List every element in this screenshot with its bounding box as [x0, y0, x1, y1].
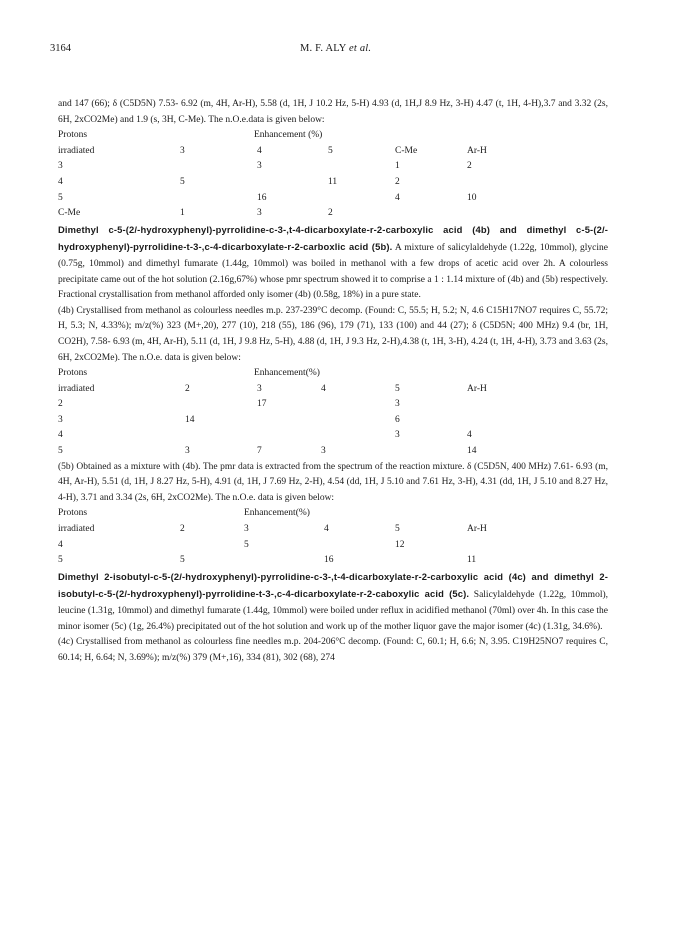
- protons-label: Protons: [58, 368, 88, 379]
- prep-text-4b-5b: A mixture of salicylaldehyde (1.22g, 10mmol), glycine (0.75g, 10mmol) and dimethyl fumarate (1.44g, 10mmol) was boiled in methanol with a few drops of acetic acid over 2h. A colourless precipitate came out of the hot solution (2.16g,67%) whose pmr spectrum showed it to comprise a 1 : 1.14 mixture of (4b) and (5b) respectively. Fractional crystallisation from methanol afforded only isomer (4b) (0.58g, 18%) in a pure state.: [58, 243, 609, 301]
- noe-cell: 3: [395, 430, 400, 441]
- protons-label: Protons: [58, 508, 88, 519]
- paragraph-4b: (4b) Crystallised from methanol as colourless needles m.p. 237-239°C decomp. (Found: C, 55.5; H, 5.2; N, 4.6 C15H17NO7 requires C, 55.72; H, 5.3; N, 4.33%); m/z(%) 323 (M+,20), 277 (10), 218 (55), 186 (96), 179 (71), 133 (100) and 44 (27); δ (C5D5N; 400 MHz) 9.4 (br, 1H, CO2H), 7.58- 6.93 (m, 4H, Ar-H), 5.11 (d, 1H, J 9.8 Hz, 5-H), 4.88 (d, 1H, J 9.3 Hz, 2-H),4.38 (t, 1H, 3-H), 4.24 (t, 1H, 4-H), 3.73 and 3.63 (2s, 6H, 2xCO2Me). The n.O.e. data is given below:: [58, 305, 608, 363]
- noe-row: [58, 382, 608, 398]
- noe-table-2-header: [58, 366, 608, 382]
- paragraph-continuation: and 147 (66); δ (C5D5N) 7.53- 6.92 (m, 4H, Ar-H), 5.58 (d, 1H, J 10.2 Hz, 5-H) 4.93 (d, 1H,J 8.9 Hz, 3-H) 4.47 (t, 1H, 4-H),3.7 and 3.32 (2s, 6H, 2xCO2Me) and 1.9 (s, 3H, C-Me). The n.O.e.data is given below:: [58, 99, 608, 125]
- noe-cell: Ar-H: [467, 383, 487, 394]
- noe-cell: 2: [185, 383, 190, 394]
- noe-cell: 3: [257, 208, 262, 219]
- noe-row-label: 4: [58, 539, 63, 550]
- noe-cell: 5: [395, 524, 400, 535]
- noe-cell: 3: [244, 524, 249, 535]
- noe-row: [58, 191, 608, 207]
- running-head-suffix: et al.: [349, 43, 372, 54]
- noe-cell: 4: [467, 430, 472, 441]
- noe-row-label: 3: [58, 161, 63, 172]
- noe-table-1-header: [58, 128, 608, 144]
- noe-cell: Ar-H: [467, 524, 487, 535]
- noe-table-2: [58, 366, 608, 460]
- noe-row-label: 5: [58, 192, 63, 203]
- noe-cell: 14: [467, 446, 477, 457]
- compound-title-4b-5b: [58, 222, 608, 304]
- running-head: [300, 43, 371, 54]
- noe-row: [58, 444, 608, 460]
- noe-cell: 2: [328, 208, 333, 219]
- noe-row-label: irradiated: [58, 145, 95, 156]
- noe-cell: 1: [180, 208, 185, 219]
- noe-cell: 3: [185, 446, 190, 457]
- noe-cell: 2: [180, 524, 185, 535]
- noe-cell: 7: [257, 446, 262, 457]
- noe-cell: 5: [180, 555, 185, 566]
- enhancement-label: Enhancement(%): [244, 508, 310, 519]
- noe-row: [58, 538, 608, 554]
- noe-table-3-header: [58, 506, 608, 522]
- noe-cell: 5: [244, 539, 249, 550]
- noe-cell: 16: [257, 192, 267, 203]
- noe-cell: C-Me: [395, 145, 418, 156]
- noe-cell: 3: [257, 161, 262, 172]
- noe-cell: 3: [395, 399, 400, 410]
- noe-row-label: 4: [58, 176, 63, 187]
- noe-row-label: 4: [58, 430, 63, 441]
- noe-table-3: [58, 506, 608, 568]
- noe-row: [58, 413, 608, 429]
- noe-cell: 2: [395, 176, 400, 187]
- enhancement-label: Enhancement (%): [254, 130, 323, 141]
- compound-name: Dimethyl 2-isobutyl-c-5-(2/-hydroxyphenyl)-pyrrolidine-c-3-,t-4-dicarboxylate-r-2-carboxylic acid (4c) and dimethyl 2-isobutyl-c-5-(2/-hydroxyphenyl)-pyrrolidine-t-3-,c-4-dicarboxylate-r-2-caboxylic acid (5c).: [58, 570, 608, 600]
- noe-cell: 4: [395, 192, 400, 203]
- noe-row-label: 5: [58, 555, 63, 566]
- noe-row: [58, 175, 608, 191]
- enhancement-label: Enhancement(%): [254, 368, 320, 379]
- noe-cell: 16: [324, 555, 334, 566]
- compound-name: Dimethyl c-5-(2/-hydroxyphenyl)-pyrrolidine-c-3-,t-4-dicarboxylate-r-2-carboxylic acid (4b) and dimethyl c-5-(2/-hydroxyphenyl)-pyrrolidine-t-3-,c-4-dicarboxylate-r-2-carboxlic acid (5b).: [58, 223, 608, 253]
- paragraph-4c: (4c) Crystallised from methanol as colourless fine needles m.p. 204-206°C decomp. (Found: C, 60.1; H, 6.6; N, 3.95. C19H25NO7 requires C, 60.14; H, 6.64; N, 3.69%); m/z(%) 379 (M+,16), 334 (81), 302 (68), 274: [58, 637, 608, 663]
- noe-row-label: C-Me: [58, 208, 81, 219]
- noe-cell: 3: [257, 383, 262, 394]
- protons-label: Protons: [58, 130, 88, 141]
- noe-row: [58, 553, 608, 569]
- noe-cell: 6: [395, 414, 400, 425]
- noe-cell: 11: [328, 176, 338, 187]
- noe-cell: 4: [321, 383, 326, 394]
- noe-cell: 17: [257, 399, 267, 410]
- noe-row: [58, 397, 608, 413]
- noe-row: [58, 144, 608, 160]
- noe-cell: 5: [180, 176, 185, 187]
- paragraph-5b: (5b) Obtained as a mixture with (4b). The pmr data is extracted from the spectrum of the reaction mixture. δ (C5D5N, 400 MHz) 7.61- 6.93 (m, 4H, Ar-H), 5.51 (d, 1H, J 8.27 Hz, 5-H), 4.91 (d, 1H, J 7.69 Hz, 2-H), 4.54 (dd, 1H, J 5.10 and 7.61 Hz, 3-H), 4.31 (dd, 1H, J 5.10 and 8.27 Hz, 4-H), 3.71 and 3.34 (2s, 6H, 2xCO2Me). The n.O.e. data is given below:: [58, 461, 608, 503]
- noe-cell: 3: [321, 446, 326, 457]
- page-number: 3164: [50, 43, 71, 54]
- noe-cell: 10: [467, 192, 477, 203]
- noe-cell: Ar-H: [467, 145, 487, 156]
- noe-cell: 3: [180, 145, 185, 156]
- noe-cell: 5: [395, 383, 400, 394]
- noe-cell: 14: [185, 414, 195, 425]
- prep-text-4c-5c: Salicylaldehyde (1.22g, 10mmol), leucine (1.31g, 10mmol) and dimethyl fumarate (1.44g, 10mmol) were boiled under reflux in acidified methanol (70ml) over 4h. In this case the minor isomer (5c) (1g, 26.4%) precipitated out of the hot solution and work up of the mother liquor gave the major isomer (4c) (1.31g, 34.6%).: [58, 590, 608, 632]
- noe-cell: 5: [328, 145, 333, 156]
- noe-cell: 2: [467, 161, 472, 172]
- noe-cell: 4: [324, 524, 329, 535]
- noe-row-label: 2: [58, 399, 63, 410]
- noe-row-label: irradiated: [58, 524, 95, 535]
- running-head-authors: M. F. ALY: [300, 43, 347, 54]
- noe-cell: 1: [395, 161, 400, 172]
- noe-table-1: [58, 128, 608, 222]
- noe-cell: 12: [395, 539, 405, 550]
- noe-row: [58, 428, 608, 444]
- noe-row-label: 3: [58, 414, 63, 425]
- article-body: [58, 97, 608, 666]
- noe-row-label: irradiated: [58, 383, 95, 394]
- noe-row: [58, 522, 608, 538]
- compound-title-4c-5c: [58, 569, 608, 635]
- noe-row-label: 5: [58, 446, 63, 457]
- noe-row: [58, 206, 608, 222]
- noe-cell: 11: [467, 555, 477, 566]
- noe-row: [58, 159, 608, 175]
- noe-cell: 4: [257, 145, 262, 156]
